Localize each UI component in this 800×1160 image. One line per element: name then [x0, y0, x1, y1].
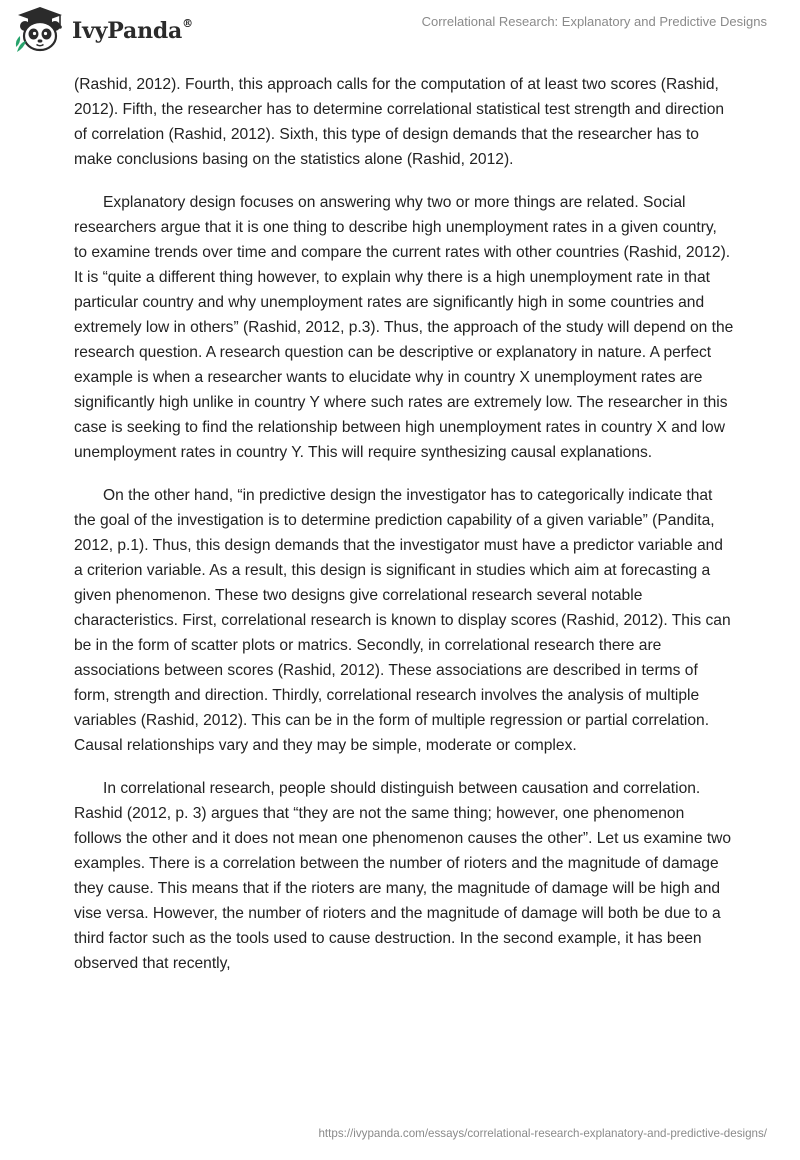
- page-header: [0, 0, 800, 64]
- document-title: Correlational Research: Explanatory and Predictive Designs: [421, 14, 767, 29]
- essay-body: [74, 72, 734, 994]
- paragraph: (Rashid, 2012). Fourth, this approach calls for the computation of at least two scores (Rashid, 2012). Fifth, the researcher has to determine correlational statistical test strength and direction of correlation (Rashid, 2012). Sixth, this type of design demands that the researcher has to make conclusions basing on the statistics alone (Rashid, 2012).: [74, 76, 725, 168]
- paragraph: On the other hand, “in predictive design the investigator has to categorically indicate that the goal of the investigation is to determine prediction capability of a given variable” (Pandita, 2012, p.1). Thus, this design demands that the investigator must have a predictor variable and a criterion variable. As a result, this design is significant in studies which aim at forecasting a given phenomenon. These two designs give correlational research several notable characteristics. First, correlational research is known to display scores (Rashid, 2012). This can be in the form of scatter plots or matrics. Secondly, in correlational research there are associations between scores (Rashid, 2012). These associations are described in terms of form, strength and direction. Thirdly, correlational research involves the analysis of multiple variables (Rashid, 2012). This can be in the form of multiple regression or partial correlation. Causal relationships vary and they may be simple, moderate or complex.: [74, 487, 731, 754]
- registered-mark: ®: [182, 16, 193, 30]
- brand-name: IvyPanda®: [72, 16, 193, 44]
- paragraph: In correlational research, people should distinguish between causation and correlation. Rashid (2012, p. 3) argues that “they are not the same thing; however, one phenomenon follows the other and it does not mean one phenomenon causes the other”. Let us examine two examples. There is a correlation between the number of rioters and the magnitude of damage they cause. This means that if the rioters are many, the magnitude of damage will be high and vise versa. However, the number of rioters and the magnitude of damage will both be due to a third factor such as the tools used to cause destruction. In the second example, it has been observed that recently,: [74, 780, 732, 972]
- paragraph: Explanatory design focuses on answering why two or more things are related. Social researchers argue that it is one thing to describe high unemployment rates in a given country, to examine trends over time and compare the current rates with other countries (Rashid, 2012). It is “quite a different thing however, to explain why there is a high unemployment rate in that particular country and why unemployment rates are significantly high in some countries and extremely low in others” (Rashid, 2012, p.3). Thus, the approach of the study will depend on the research question. A research question can be descriptive or explanatory in nature. A perfect example is when a researcher wants to elucidate why in country X unemployment rates are significantly high unlike in country Y where such rates are extremely low. The researcher in this case is seeking to find the relationship between high unemployment rates in country X and low unemployment rates in country Y. This will require synthesizing causal explanations.: [74, 194, 734, 461]
- panda-graduate-icon: [14, 6, 66, 54]
- source-url-link[interactable]: https://ivypanda.com/essays/correlational-research-explanatory-and-predictive-designs/: [318, 1127, 767, 1140]
- ivypanda-logo[interactable]: [14, 6, 193, 54]
